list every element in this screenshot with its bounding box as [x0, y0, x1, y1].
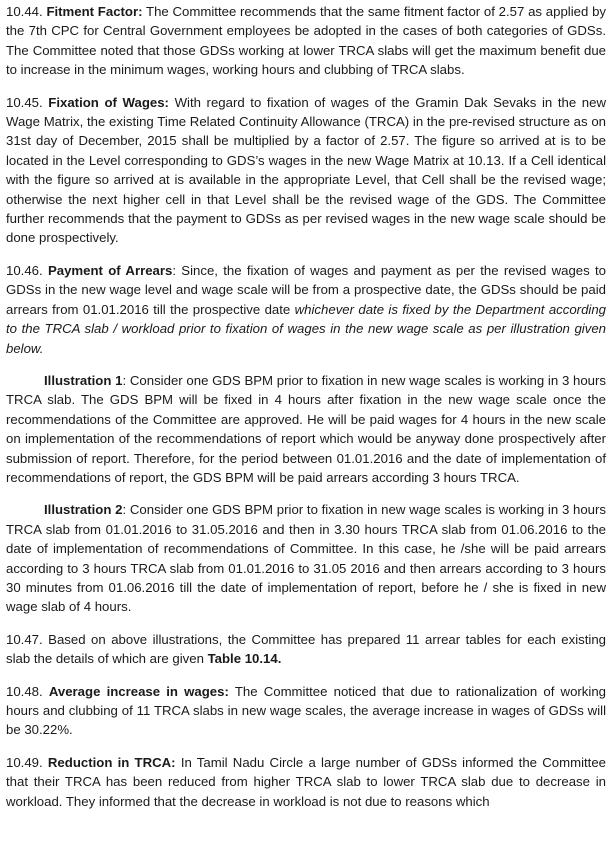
illustration-1: [6, 371, 606, 487]
illustration-heading: Illustration 2: [44, 502, 123, 518]
illustration-text: : Consider one GDS BPM prior to fixation in new wage scales is working in 3 hours TRCA slab. The GDS BPM will be fixed in 4 hours after fixation in the new wage scale once the recommendations of the Committee are approved. He will be paid wages for 4 hours in the new scale on implementation of the recommendations of report which would be anyway done prospectively after submission of report. Therefore, for the period between 01.01.2016 and the date of implementation of recommendations of report, the GDS BPM will be paid arrears according 3 hours TRCA.: [6, 372, 607, 485]
paragraph-10-46: [6, 261, 606, 358]
table-reference: Table 10.14.: [207, 651, 282, 667]
illustration-text: : Consider one GDS BPM prior to fixation in new wage scales is working in 3 hours TRCA slab from 01.01.2016 to 31.05.2016 and then in 3.30 hours TRCA slab from 01.06.2016 to the date of implementation of recommendations of Committee. In this case, he /she will be paid arrears according to 3 hours TRCA slab from 01.01.2016 to 31.05 2016 and then arrears according to 3 hours 30 minutes from 01.06.2016 till the date of implementation of report, before he / she is fixed in new wage slab of 4 hours.: [6, 502, 607, 615]
paragraph-10-47: [6, 630, 606, 669]
paragraph-text: With regard to fixation of wages of the Gramin Dak Sevaks in the new Wage Matrix, the existing Time Related Continuity Allowance (TRCA) in the pre-revised structure as on 31st day of December, 2015 shall be multiplied by a factor of 2.57. The figure so arrived at is to be located in the Level corresponding to GDS’s wages in the new Wage Matrix at 10.13. If a Cell identical with the figure so arrived at is available in the appropriate Level, that Cell shall be the revised wage; otherwise the next higher cell in that Level shall be the revised wage of the GDS. The Committee further recommends that the payment to GDSs as per revised wages in the new wage scale should be done prospectively.: [6, 94, 606, 246]
paragraph-number: 10.44.: [6, 4, 43, 19]
illustration-2: [6, 500, 606, 616]
paragraph-text: In Tamil Nadu Circle a large number of GDSs informed the Committee that their TRCA has been reduced from higher TRCA slab to lower TRCA slab due to decrease in workload. They informed that the decrease in workload is not due to reasons which: [6, 754, 606, 809]
paragraph-heading: Fixation of Wages:: [48, 94, 169, 110]
paragraph-heading: Fitment Factor:: [46, 4, 143, 19]
illustration-heading: Illustration 1: [44, 372, 123, 388]
paragraph-text: : Since, the fixation of wages and payment as per the revised wages to GDSs in the new wage level and wage scale will be from a prospective date, the GDSs should be paid arrears from 01.01.2016 till the prospective date: [6, 262, 606, 317]
paragraph-number: 10.47.: [6, 631, 43, 647]
paragraph-heading: Payment of Arrears: [47, 262, 173, 278]
paragraph-10-48: [6, 682, 606, 740]
paragraph-text: The Committee noticed that due to rationalization of working hours and clubbing of 11 TRCA slabs in new wage scales, the average increase in wages of GDSs will be 30.22%.: [6, 683, 606, 738]
paragraph-text: Based on above illustrations, the Committee has prepared 11 arrear tables for each existing slab the details of which are given: [6, 631, 606, 667]
paragraph-italic-text: whichever date is fixed by the Department according to the TRCA slab / workload prior to fixation of wages in the new wage scale as per illustration given below.: [6, 301, 606, 356]
paragraph-number: 10.49.: [6, 754, 43, 770]
paragraph-text: The Committee recommends that the same fitment factor of 2.57 as applied by the 7th CPC for Central Government employees be adopted in the cases of both categories of GDSs. The Committee noted that those GDSs working at lower TRCA slabs will get the maximum benefit due to increase in the minimum wages, working hours and clubbing of TRCA slabs.: [6, 4, 606, 78]
paragraph-10-44: [6, 2, 606, 80]
paragraph-number: 10.48.: [6, 683, 43, 699]
paragraph-10-49: [6, 753, 606, 811]
paragraph-number: 10.45.: [6, 94, 43, 110]
paragraph-heading: Reduction in TRCA:: [47, 754, 176, 770]
paragraph-10-45: [6, 93, 606, 248]
document-page: [6, 2, 606, 824]
paragraph-heading: Average increase in wages:: [48, 683, 229, 699]
paragraph-number: 10.46.: [6, 262, 43, 278]
